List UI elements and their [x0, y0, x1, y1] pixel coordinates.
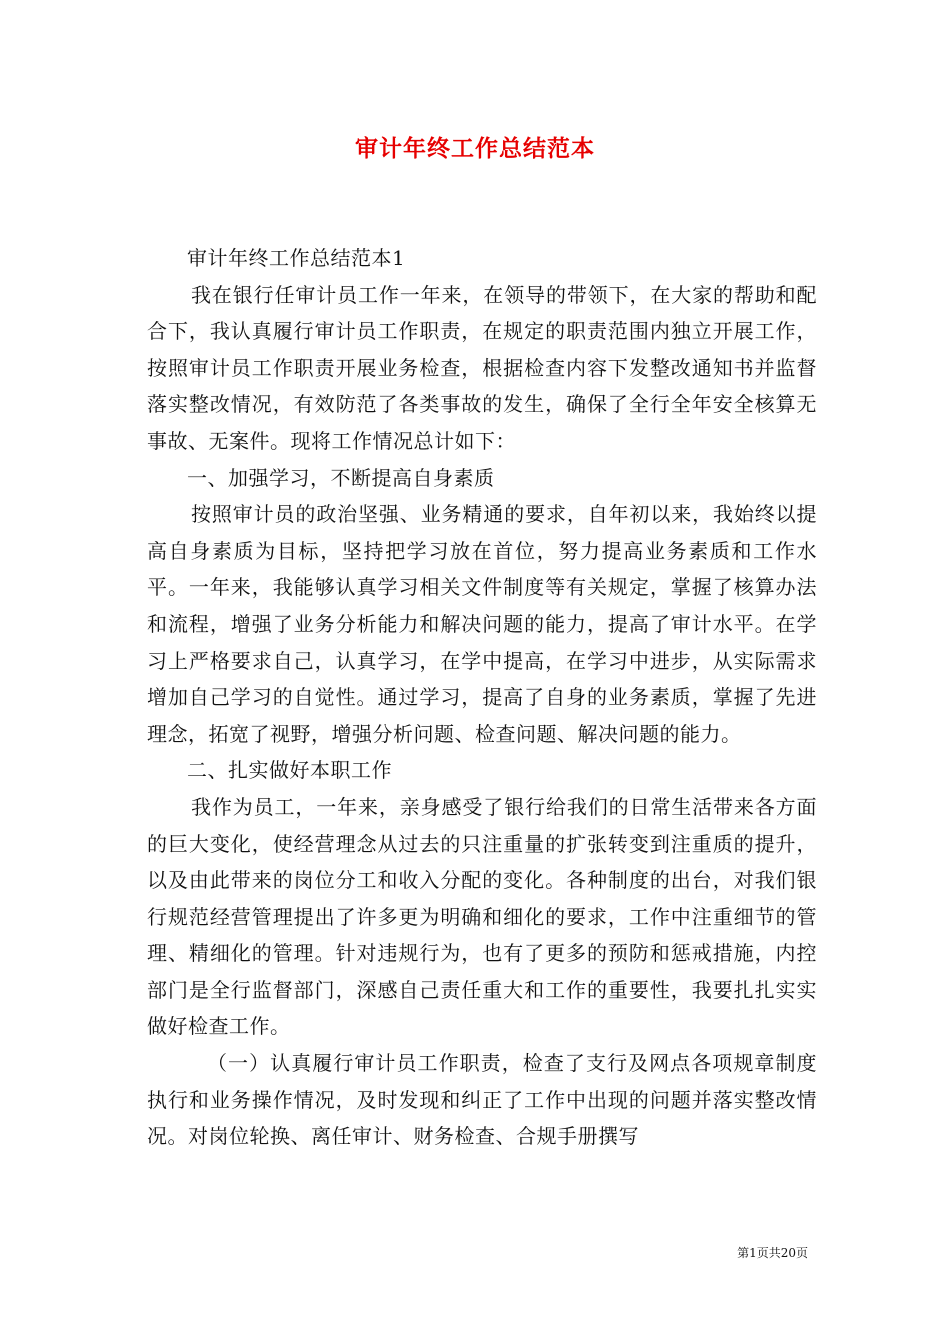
paragraph-duty: 我作为员工，一年来，亲身感受了银行给我们的日常生活带来各方面的巨大变化，使经营理念从过去的只注重量的扩张转变到注重质的提升，以及由此带来的岗位分工和收入分配的变化。各种制度的出台，对我们银行规范经营管理提出了许多更为明确和细化的要求，工作中注重细节的管理、精细化的管理。针对违规行为，也有了更多的预防和惩戒措施，内控部门是全行监督部门，深感自己责任重大和工作的重要性，我要扎扎实实做好检查工作。: [147, 794, 817, 1039]
paragraph-study: 按照审计员的政治坚强、业务精通的要求，自年初以来，我始终以提高自身素质为目标，坚持把学习放在首位，努力提高业务素质和工作水平。一年来，我能够认真学习相关文件制度等有关规定，掌握了核算办法和流程，增强了业务分析能力和解决问题的能力，提高了审计水平。在学习上严格要求自己，认真学习，在学中提高，在学习中进步，从实际需求增加自己学习的自觉性。通过学习，提高了自身的业务素质，掌握了先进理念，拓宽了视野，增强分析问题、检查问题、解决问题的能力。: [147, 502, 817, 746]
document-body: [147, 240, 817, 1155]
section-heading-1: 一、加强学习，不断提高自身素质: [187, 465, 495, 490]
page-number: 第1页共20页: [737, 1246, 808, 1260]
paragraph-intro: 我在银行任审计员工作一年来，在领导的带领下，在大家的帮助和配合下，我认真履行审计员工作职责，在规定的职责范围内独立开展工作，按照审计员工作职责开展业务检查，根据检查内容下发整改通知书并监督落实整改情况，有效防范了各类事故的发生，确保了全行全年安全核算无事故、无案件。现将工作情况总计如下：: [147, 282, 817, 453]
paragraph-item-1: （一）认真履行审计员工作职责，检查了支行及网点各项规章制度执行和业务操作情况，及时发现和纠正了工作中出现的问题并落实整改情况。对岗位轮换、离任审计、财务检查、合规手册撰写: [147, 1051, 817, 1149]
section-subtitle: 审计年终工作总结范本1: [187, 246, 406, 270]
document-title: 审计年终工作总结范本: [355, 135, 595, 162]
section-heading-2: 二、扎实做好本职工作: [187, 758, 392, 783]
